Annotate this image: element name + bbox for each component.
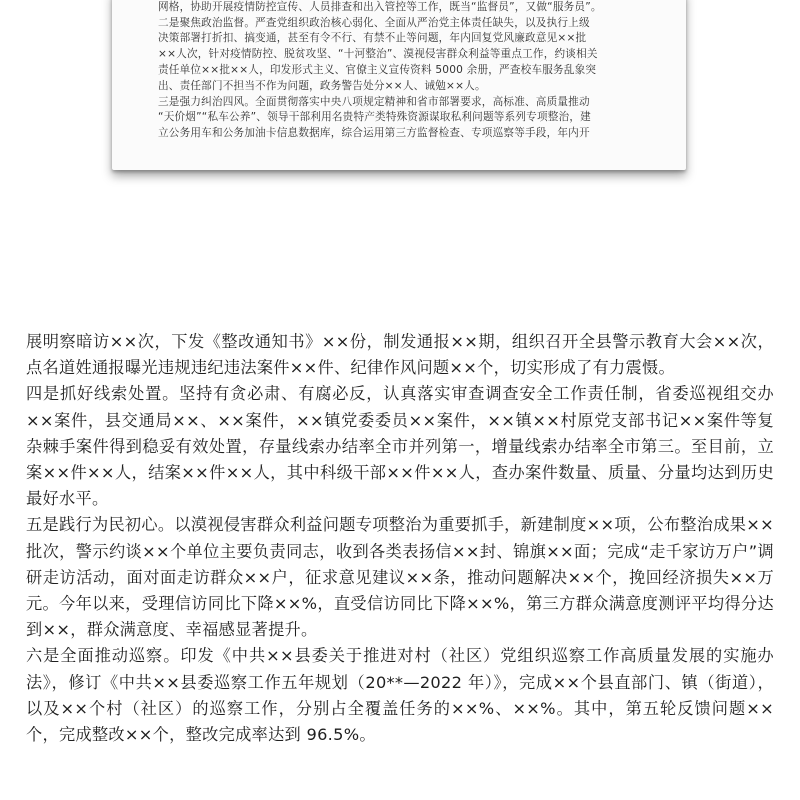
- photo-line: 三是强力纠治四风。全面贯彻落实中央八项规定精神和省市部署要求，高标准、高质量推动: [158, 95, 590, 108]
- photo-line: ××人次，针对疫情防控、脱贫攻坚、“十河整治”、漠视侵害群众利益等重点工作，约谈相关: [158, 48, 598, 61]
- paragraph: 五是践行为民初心。以漠视侵害群众利益问题专项整治为重要抓手，新建制度××项，公布整治成果××批次，警示约谈××个单位主要负责同志，收到各类表扬信××封、锦旗××面；完成“走千家访万户”调研走访活动，面对面走访群众××户，征求意见建议××条，推动问题解决××个，挽回经济损失××万元。今年以来，受理信访同比下降××%，直受信访同比下降××%，第三方群众满意度测评平均得分达到××，群众满意度、幸福感显著提升。: [26, 515, 774, 640]
- photo-line: 二是聚焦政治监督。严查党组织政治核心弱化、全面从严治党主体责任缺失，以及执行上级: [158, 16, 590, 29]
- photo-line: 出、责任部门不担当不作为问题，政务警告处分××人、诫勉××人。: [158, 79, 486, 92]
- paragraph: 四是抓好线索处置。坚持有贪必肃、有腐必反，认真落实审查调查安全工作责任制，省委巡视组交办××案件，县交通局××、××案件，××镇党委委员××案件，××镇××村原党支部书记××案件等复杂棘手案件得到稳妥有效处置，存量线索办结率全市并列第一，增量线索办结率全市第三。至目前，立案××件××人，结案××件××人，其中科级干部××件××人，查办案件数量、质量、分量均达到历史最好水平。: [26, 384, 774, 509]
- photo-line: “天价烟”“私车公养”、领导干部利用名贵特产类特殊资源谋取私利问题等系列专项整治，建: [158, 111, 591, 124]
- photo-line: 决策部署打折扣、搞变通，甚至有令不行、有禁不止等问题，年内回复党风廉政意见××批: [158, 32, 587, 45]
- photo-line: 网格，协助开展疫情防控宣传、人员排查和出入管控等工作，既当“监督员”，又做“服务员”。: [158, 0, 602, 13]
- document-photo-text: [158, 0, 644, 142]
- photo-line: 立公务用车和公务加油卡信息数据库，综合运用第三方监督检查、专项巡察等手段，年内开: [158, 127, 590, 140]
- photo-line: 责任单位××批××人，印发形式主义、官僚主义宣传资料 5000 余册，严查校车服务乱象突: [158, 63, 597, 76]
- article-body: [26, 329, 774, 748]
- paragraph: 六是全面推动巡察。印发《中共××县委关于推进对村（社区）党组织巡察工作高质量发展的实施办法》，修订《中共××县委巡察工作五年规划（20**—2022 年）》，完成××个县直部门、镇（街道），以及××个村（社区）的巡察工作，分别占全覆盖任务的××%、××%。其中，第五轮反馈问题××个，完成整改××个，整改完成率达到 96.5%。: [26, 646, 774, 745]
- paragraph: 展明察暗访××次，下发《整改通知书》××份，制发通报××期，组织召开全县警示教育大会××次，点名道姓通报曝光违规违纪违法案件××件、纪律作风问题××个，切实形成了有力震慑。: [26, 332, 774, 378]
- document-photo: [112, 0, 686, 170]
